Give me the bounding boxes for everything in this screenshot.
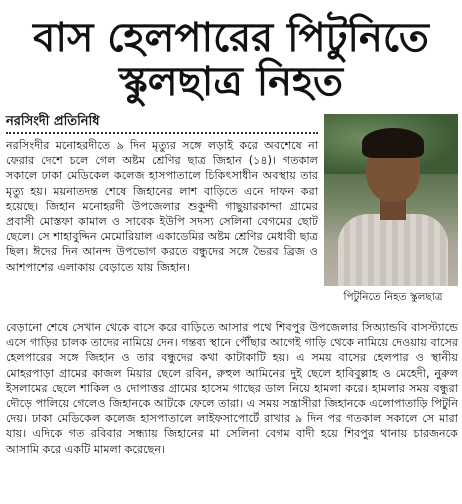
photo-caption: পিটুনিতে নিহত স্কুলছাত্র xyxy=(343,291,443,303)
headline-line-1: বাস হেলপারের পিটুনিতে xyxy=(33,15,429,61)
byline: নরসিংদী প্রতিনিধি xyxy=(6,114,100,129)
byline-divider xyxy=(6,132,318,135)
headline-line-2: স্কুলছাত্র নিহত xyxy=(118,59,344,105)
article-body-part-1: নরসিংদীর মনোহরদীতে ৯ দিন মৃত্যুর সঙ্গে লড়াই করে অবশেষে না ফেরার দেশে চলে গেল অষ্টম শ্রেণির ছাত্র জিহান (১৪)। গতকাল সকালে ঢাকা মেডিকেল কলেজ হাসপাতালে চিকিৎসাধীন অবস্থায় তার মৃত্যু হয়। ময়নাতদন্ত শেষে জিহানের লাশ বাড়িতে এনে দাফন করা হয়েছে। জিহান মনোহরদী উপজেলার শুকুন্দী গাছুয়ারকান্দা গ্রামের প্রবাসী মোস্তফা কামাল ও সাবেক ইউপি সদস্য সেলিনা বেগমের ছোট ছেলে। সে শাহাবুদ্দিন মেমোরিয়াল একাডেমির অষ্টম শ্রেণির মেধাবী ছাত্র ছিল। ঈদের দিন আনন্দ উপভোগ করতে বন্ধুদের সঙ্গে ভৈরব ব্রিজ ও আশপাশের এলাকায় বেড়াতে যায় জিহান। xyxy=(6,139,318,274)
article-body-part-2: বেড়ানো শেষে সেখান থেকে বাসে করে বাড়িতে আসার পথে শিবপুর উপজেলার সিঅ্যান্ডবি বাসস্ট্যান্ডে এসে গাড়ির চালক তাদের নামিয়ে দেন। গন্তব্য স্থানে পৌঁছার আগেই গাড়ি থেকে নামিয়ে দেওয়ায় বাসের হেলপারের সঙ্গে জিহান ও তার বন্ধুদের কথা কাটাকাটি হয়। এ সময় বাসের হেলপার ও স্থানীয় মোহরপাড়া গ্রামের কাজল মিয়ার ছেলে রবিন, রুহুল আমিনের দুই ছেলে হাবিবুল্লাহ ও মেহেদী, নুরুল ইসলামের ছেলে শাকিল ও দোপাত্তর গ্রামের হাসেম গাছের ডাল নিয়ে হামলা করে। হামলার সময় বন্ধুরা দৌড়ে পালিয়ে গেলেও জিহানকে আটকে ফেলে তারা। এ সময় সন্ত্রাসীরা জিহানকে এলোপাতাড়ি পিটুনি দেয়। ঢাকা মেডিকেল কলেজ হাসপাতালে লাইফসাপোর্টে রাখার ৯ দিন পর গতকাল সকালে সে মারা যায়। এদিকে গত রবিবার সন্ধ্যায় জিহানের মা সেলিনা বেগম বাদী হয়ে শিবপুর থানায় চারজনকে আসামি করে একটি মামলা করেছেন। xyxy=(6,321,458,456)
student-photo xyxy=(324,114,458,286)
photo-shirt xyxy=(338,214,448,286)
photo-hair xyxy=(362,128,424,158)
